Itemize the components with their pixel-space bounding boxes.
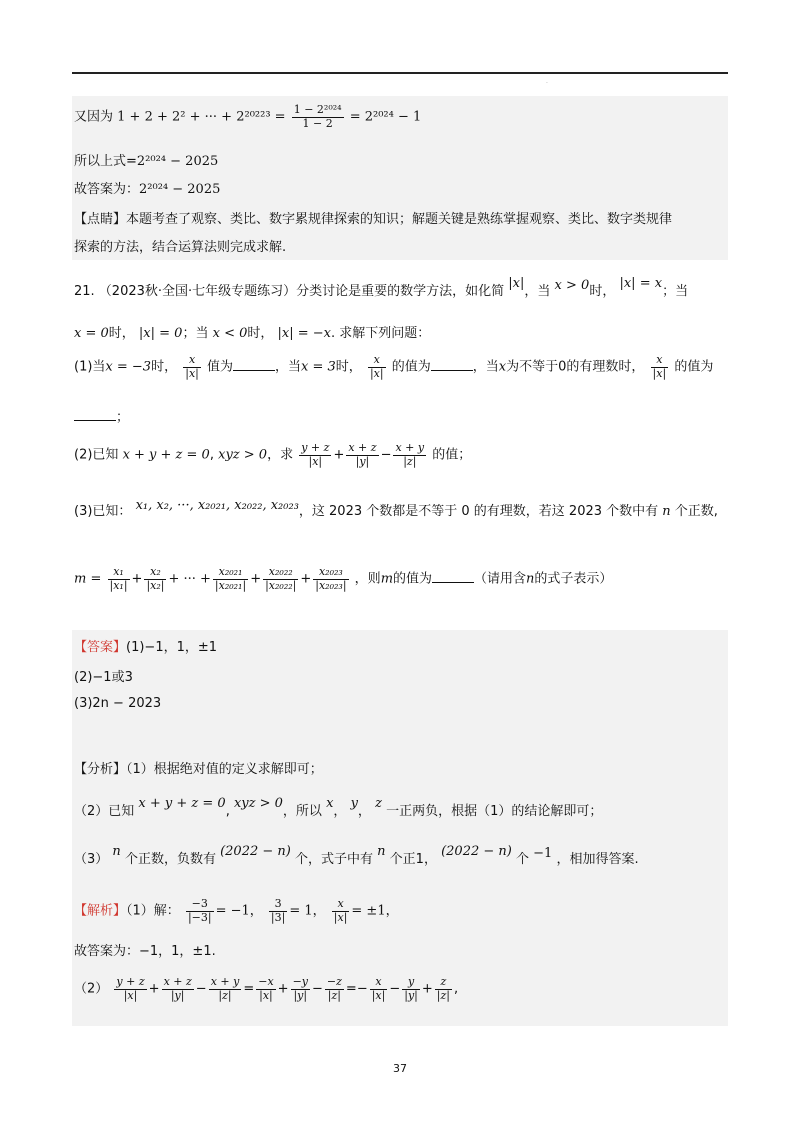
text: 故答案为：−1，1，±1. [74,944,216,959]
solution-line-2 [74,940,216,959]
frac-num: y + z [116,975,145,988]
answer-tag: 【答案】 [74,640,127,655]
frac-num: 1 − 2²⁰²⁴ [293,103,342,116]
answer-blank[interactable] [431,358,473,371]
text: 为不等于 [506,359,559,375]
text: 时， [108,326,135,341]
fraction [393,442,426,468]
fraction [183,354,201,380]
text: ，当 [275,359,302,375]
text: (3)已知： [74,504,132,519]
text: （1）解： [126,903,180,919]
frac-den: |x₁| [109,578,128,592]
text: 21. （2023秋·全国·七年级专题练习）分类讨论是重要的数学方法，如化简 [74,284,505,299]
math: x < 0 [212,326,248,341]
analysis-line-3 [74,844,639,867]
analysis-line-2: （2）已知 x + y + z = 0, xyz > 0，所以 x， y， z 一正两负，根据（1）的结论解即可； [74,796,603,819]
text: 值为 [207,359,234,375]
frac-num: x [370,976,388,990]
fraction [162,976,194,1002]
frac-den: |x| [185,366,199,380]
math: (2022 − n) [220,844,291,859]
math: + ··· + [168,571,211,587]
fraction [332,898,350,924]
fraction [313,566,348,592]
math: |x| = x [619,276,663,291]
math: 2²⁰²⁴ − 2025 [139,182,221,197]
text: 一正两负，根据（1）的结论解即可； [386,804,603,819]
text: 的式子表示） [534,571,613,587]
frac-num: x + y [210,975,240,988]
frac-num: x + z [348,441,377,454]
frac-den: |−3| [187,910,212,924]
text: 又因为 [74,109,114,125]
text: (1)−1，1，±1 [126,640,218,655]
frac-den: |z| [436,988,451,1002]
text: (3)2n − 2023 [74,696,162,711]
text: ；当 [182,326,209,341]
text: ； [116,410,130,425]
text: 故答案为： [74,182,140,197]
frac-den: |x| [308,454,323,468]
frac-num: y [402,976,420,990]
answer-block [72,630,728,1026]
text: 个正1， [389,852,437,867]
math: x > 0 [554,278,590,293]
q21-m-formula: m = $\frac{\text{x₁}}{\text{|x₁|}}$ + $\frac{\text{x₂}}{\text{|x₂|}}$ + ··· + $\frac{\text{x₂₀₂₁}}{\text{|x₂₀₂₁|}}$ + $\frac{\text{x₂₀₂₂}}{\text{|x₂₀₂₂|}}$ + $\frac{\text{x₂₀₂₃}}{\text{|x₂₀₂₃|}}$ ，则m的值为 （请用含n的式子表示） [74,565,613,592]
frac-den: |x₂| [146,578,165,592]
frac-den: |x| [123,988,138,1002]
frac-num: −3 [186,898,214,912]
q21-part-2: (2)已知 x + y + z = 0, xyz > 0，求 $\frac{y + z}{|x|}$ + $\frac{x + z}{|y|}$ − $\frac{x + y}{|z|}$ 的值； [74,441,472,468]
result-line [74,150,218,169]
math: |x| = −x [277,326,332,341]
frac-num: x + y [395,441,425,454]
text: （3） [74,852,109,867]
frac-den: |y| [355,454,370,468]
answer-line [74,178,220,197]
frac-num: z [435,976,452,990]
frac-num: x [368,354,386,368]
fraction [402,976,420,1002]
text: ，求 [267,447,294,463]
frac-num: x [332,898,350,912]
answer-line-2 [74,666,133,685]
frac-den: |x₂₀₂₁| [214,578,247,592]
fraction [263,566,298,592]
frac-den: |x| [333,910,348,924]
fraction [651,354,669,380]
math: xyz > 0 [218,447,268,463]
text: 个正数, [674,504,718,519]
text: 时， [247,326,274,341]
fraction [144,566,166,592]
frac-num: x₁ [108,566,130,580]
frac-den: |y| [404,988,418,1002]
frac-den: |z| [403,454,417,468]
frac-num: y + z [301,441,330,454]
fraction [370,976,388,1002]
text: 0 [558,359,567,375]
text: 时， [151,359,178,375]
math: (2022 − n) [441,844,512,859]
math: n [526,571,535,587]
fraction [291,976,310,1002]
text: 个，式子中有 [295,852,374,867]
text: (1)当 [74,359,106,375]
frac-den: 1 − 2 [302,116,333,130]
sum-line [74,104,421,130]
dianjing-line-2 [74,236,286,255]
frac-den: |3| [270,910,286,924]
fraction [108,566,130,592]
analysis-line-1 [74,758,323,777]
frac-den: |x| [369,366,384,380]
q21-line-2 [74,322,430,341]
fraction [213,566,248,592]
math: x = 3 [301,359,336,375]
math: 1 + 2 + 2² + ··· + 2²⁰²²³ = [117,109,286,125]
text: （2）已知 [74,804,135,819]
answer-line-3 [74,696,161,711]
text: ；当 [662,284,689,299]
text: 的有理数时， [566,359,645,375]
q21-line-1 [74,276,689,299]
text: ，相加得答案. [556,852,639,867]
answer-blank[interactable] [74,408,116,421]
text: 的值为 [393,571,433,587]
text: （请用含 [474,571,527,587]
frac-den: |z| [218,988,232,1002]
math: = ±1 [351,903,386,919]
text: ，当 [524,284,551,299]
math: = 1 [289,903,313,919]
text: (2)−1或3 [74,670,133,685]
frac-den: |x₂₀₂₃| [315,578,347,592]
text: 的值为 [391,359,431,375]
math: n [662,504,671,519]
text: 的值为 [674,359,714,375]
q21-part-3 [74,500,718,519]
text: 本题考查了观察、类比、数字累规律探索的知识；解题关键是熟练掌握观察、类比、数字类规律 [126,212,673,227]
frac-num: −y [292,975,308,988]
frac-num: x [651,354,669,368]
text: 所以上式= [74,154,137,169]
frac-num: x₂₀₂₂ [263,566,298,580]
frac-den: |x| [652,366,667,380]
math: 2²⁰²⁴ − 2025 [136,154,219,169]
fraction [299,442,331,468]
text: 时， [335,359,362,375]
math: x [326,796,334,811]
header-dot: · [546,80,548,87]
answer-line-1 [74,636,217,655]
answer-blank[interactable] [432,570,474,583]
math: m [380,571,394,587]
math: xyz > 0 [233,796,283,811]
math: x = 0 [74,326,109,341]
dianjing-tag: 【点睛】 [74,212,127,227]
text: 的值； [432,447,472,463]
math: −1 [533,846,553,861]
text: ，这 2023 个数都是不等于 0 的有理数，若这 2023 个数中有 [298,504,659,519]
fraction [256,976,275,1002]
math: m = [74,571,102,587]
text: 个 [516,852,530,867]
solution-line-3: （2） $\frac{y + z}{|x|}$ + $\frac{x + z}{|y|}$ − $\frac{x + y}{|z|}$ = $\frac{-x}{|x|}$ + $\frac{-y}{|y|}$ − $\frac{-z}{|z|}$ =− $\frac{x}{|x|}$ − $\frac{y}{|y|}$ + $\frac{z}{|z|}$ , [74,975,459,1002]
answer-blank[interactable] [233,358,275,371]
math: x + y + z = 0 [122,447,210,463]
text: 探索的方法，结合运算法则完成求解. [74,240,287,255]
math: n [377,844,386,859]
frac-den: |y| [170,988,185,1002]
fraction [186,898,214,924]
text: 时， [589,284,616,299]
math: = −1 [215,903,250,919]
frac-num: x₂₀₂₃ [313,566,348,580]
frac-den: |y| [293,988,308,1002]
text: ，当 [472,359,499,375]
analysis-tag: 【分析】 [74,762,127,777]
q21-part-1 [74,354,713,380]
math: |x| [508,276,525,291]
fraction [269,898,287,924]
frac-den: |z| [327,988,342,1002]
text: （1）根据绝对值的定义求解即可； [126,762,323,777]
solution-tag: 【解析】 [74,903,127,919]
math: x = −3 [105,359,152,375]
solution-line-1: 【解析】（1）解： $\frac{-3}{|-3|}$ = −1， $\frac{3}{|3|}$ = 1， $\frac{x}{|x|}$ = ±1， [74,897,399,924]
text: (2)已知 [74,447,119,463]
math: x₁, x₂, ···, x₂₀₂₁, x₂₀₂₂, x₂₀₂₃ [135,498,299,513]
frac-num: −z [326,975,342,988]
frac-num: x [183,354,201,368]
frac-num: x₂ [144,566,166,580]
text: . 求解下列问题： [331,326,431,341]
fraction [368,354,386,380]
frac-den: |x| [259,988,273,1002]
math: n [112,844,121,859]
fraction [346,442,378,468]
fraction [209,976,242,1002]
math: x + y + z = 0 [138,796,226,811]
dianjing-line-1 [74,208,672,227]
math: |x| = 0 [138,326,183,341]
text: ，则 [354,571,381,587]
fraction [114,976,146,1002]
text: （2） [74,981,109,997]
frac-num: −x [258,975,274,988]
header-rule [72,72,728,74]
page-number: 37 [393,1062,407,1075]
frac-den: |x| [371,988,386,1002]
frac-num: x₂₀₂₁ [213,566,248,580]
text: 个正数，负数有 [124,852,216,867]
math: z [375,796,382,811]
math: x [498,359,507,375]
frac-num: x + z [163,975,192,988]
fraction [435,976,452,1002]
q21-part-1-cont [74,406,129,425]
fraction [325,976,344,1002]
text: ，所以 [282,804,322,819]
frac-den: |x₂₀₂₂| [265,578,297,592]
frac-num: 3 [269,898,287,912]
math: = 2²⁰²⁴ − 1 [349,109,422,125]
fraction [292,104,344,130]
math: y [350,796,358,811]
